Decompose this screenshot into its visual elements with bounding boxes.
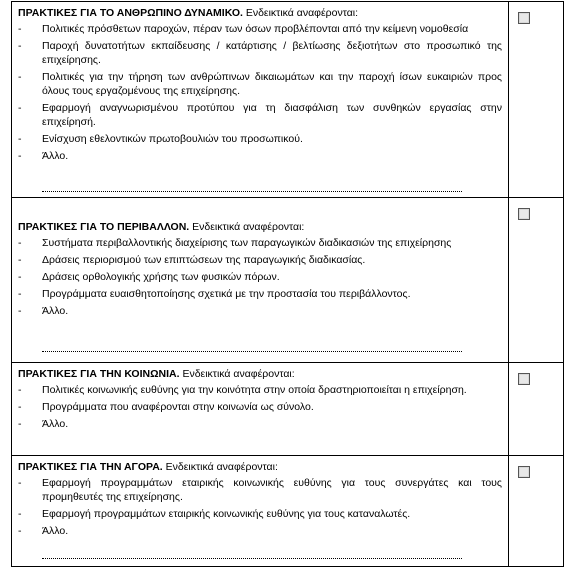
list-item: - Πολιτικές για την τήρηση των ανθρώπινων δικαιωμάτων και την παροχή ίσων ευκαιριών προς όλους τους εργαζομένους της επιχείρησης. bbox=[18, 71, 502, 97]
list-item: - Ενίσχυση εθελοντικών πρωτοβουλιών του προσωπικού. bbox=[18, 133, 303, 145]
list-item: - Εφαρμογή προγραμμάτων εταιρικής κοινωνικής ευθύνης για τους καταναλωτές. bbox=[18, 508, 411, 520]
section-content bbox=[12, 456, 509, 566]
section-content bbox=[12, 198, 509, 362]
list-item: - Εφαρμογή αναγνωρισμένου προτύπου για τη διασφάλιση των συνθηκών εργασίας στην επιχείρησή. bbox=[18, 102, 502, 128]
practice-list bbox=[18, 476, 502, 538]
list-item: - Πολιτικές πρόσθετων παροχών, πέραν των όσων προβλέπονται από την κείμενη νομοθεσία bbox=[18, 23, 469, 35]
checkbox-cell bbox=[508, 363, 563, 455]
practice-list bbox=[18, 383, 502, 431]
practice-list bbox=[18, 22, 502, 163]
checkbox-cell bbox=[508, 456, 563, 566]
section-market bbox=[11, 456, 564, 567]
fill-in-line[interactable] bbox=[42, 350, 462, 352]
section-heading: ΠΡΑΚΤΙΚΕΣ ΓΙΑ ΤΟ ΠΕΡΙΒΑΛΛΟΝ. Ενδεικτικά αναφέρονται: bbox=[18, 221, 305, 233]
list-item: - Άλλο. bbox=[18, 305, 69, 317]
list-item: - Παροχή δυνατοτήτων εκπαίδευσης / κατάρτισης / βελτίωσης δεξιοτήτων στο προσωπικό της επιχείρησης. bbox=[18, 40, 502, 66]
section-content bbox=[12, 2, 509, 197]
section-heading: ΠΡΑΚΤΙΚΕΣ ΓΙΑ ΤΗΝ ΚΟΙΝΩΝΙΑ. Ενδεικτικά αναφέρονται: bbox=[18, 368, 295, 380]
checkbox-society[interactable] bbox=[518, 373, 530, 385]
list-item: - Προγράμματα που αναφέρονται στην κοινωνία ως σύνολο. bbox=[18, 401, 314, 413]
section-human-resources bbox=[11, 1, 564, 198]
list-item: - Συστήματα περιβαλλοντικής διαχείρισης των παραγωγικών διαδικασιών της επιχείρησης bbox=[18, 237, 452, 249]
section-society bbox=[11, 363, 564, 456]
list-item: - Δράσεις ορθολογικής χρήσης των φυσικών πόρων. bbox=[18, 271, 280, 283]
checkbox-market[interactable] bbox=[518, 466, 530, 478]
practice-list bbox=[18, 236, 502, 318]
list-item: - Εφαρμογή προγραμμάτων εταιρικής κοινωνικής ευθύνης για τους συνεργάτες και τους προμηθευτές της επιχείρησης. bbox=[18, 477, 502, 503]
list-item: - Προγράμματα ευαισθητοποίησης σχετικά με την προστασία του περιβάλλοντος. bbox=[18, 288, 411, 300]
checkbox-cell bbox=[508, 198, 563, 362]
section-content bbox=[12, 363, 509, 455]
checkbox-human-resources[interactable] bbox=[518, 12, 530, 24]
list-item: - Άλλο. bbox=[18, 418, 69, 430]
list-item: - Άλλο. bbox=[18, 525, 69, 537]
list-item: - Πολιτικές κοινωνικής ευθύνης για την κοινότητα στην οποία δραστηριοποιείται η επιχείρηση. bbox=[18, 384, 467, 396]
checkbox-cell bbox=[508, 2, 563, 197]
list-item: - Άλλο. bbox=[18, 150, 69, 162]
fill-in-line[interactable] bbox=[42, 557, 462, 559]
section-heading: ΠΡΑΚΤΙΚΕΣ ΓΙΑ ΤΟ ΑΝΘΡΩΠΙΝΟ ΔΥΝΑΜΙΚΟ. Ενδεικτικά αναφέρονται: bbox=[18, 7, 359, 19]
section-heading: ΠΡΑΚΤΙΚΕΣ ΓΙΑ ΤΗΝ ΑΓΟΡΑ. Ενδεικτικά αναφέρονται: bbox=[18, 461, 278, 473]
fill-in-line[interactable] bbox=[42, 190, 462, 192]
section-environment bbox=[11, 198, 564, 363]
list-item: - Δράσεις περιορισμού των επιπτώσεων της παραγωγικής διαδικασίας. bbox=[18, 254, 366, 266]
checkbox-environment[interactable] bbox=[518, 208, 530, 220]
